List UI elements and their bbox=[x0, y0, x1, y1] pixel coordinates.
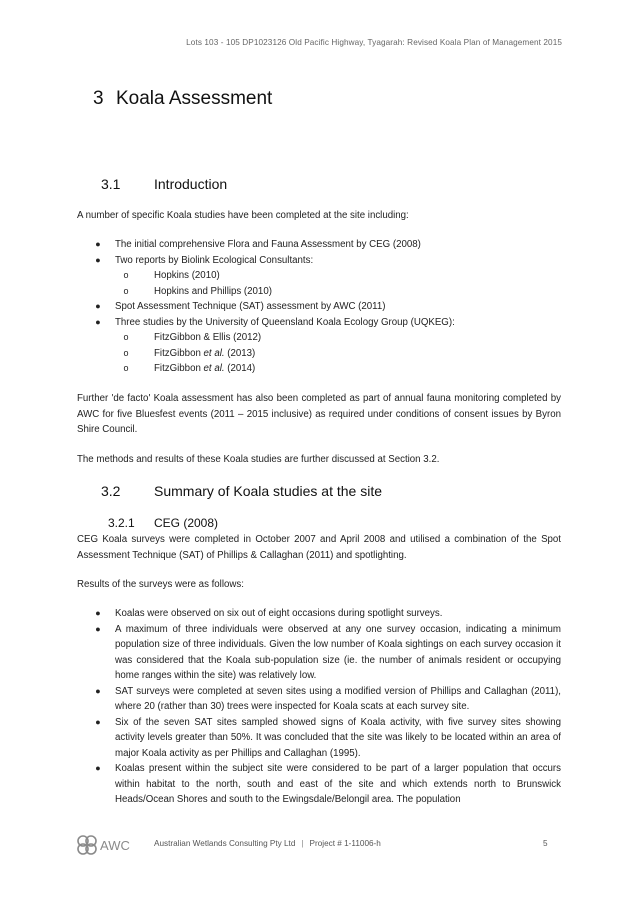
bullet-icon: ● bbox=[95, 685, 101, 696]
hollow-bullet-icon: o bbox=[123, 332, 129, 342]
project-number: Project # 1-11006-h bbox=[309, 839, 381, 848]
bullet-icon: ● bbox=[95, 623, 101, 634]
chapter-title: Koala Assessment bbox=[116, 88, 273, 109]
list-item: ● Two reports by Biolink Ecological Consultants: bbox=[77, 253, 561, 269]
list-item: ● SAT surveys were completed at seven sites using a modified version of Phillips and Callaghan (2011), where 20 (rather than 30) trees were inspected for Koala scats at each survey site. bbox=[77, 684, 561, 715]
bullet-icon: ● bbox=[95, 254, 101, 265]
subsection-title: CEG (2008) bbox=[154, 516, 219, 530]
page-number: 5 bbox=[543, 839, 548, 848]
bullet-icon: ● bbox=[95, 316, 101, 327]
section-number: 3.1 bbox=[101, 176, 121, 192]
chapter-heading bbox=[93, 88, 272, 110]
list-item: ● Spot Assessment Technique (SAT) assessment by AWC (2011) bbox=[77, 299, 561, 315]
ceg-surveys-paragraph: CEG Koala surveys were completed in October 2007 and April 2008 and utilised a combination of the Spot Assessment Technique (SAT) of Phillips & Callaghan (2011) and spotlighting. bbox=[77, 534, 561, 561]
hollow-bullet-icon: o bbox=[123, 363, 129, 373]
sub-list-item: o FitzGibbon & Ellis (2012) bbox=[77, 330, 561, 346]
list-item: ● The initial comprehensive Flora and Fauna Assessment by CEG (2008) bbox=[77, 237, 561, 253]
footer-credit bbox=[154, 839, 381, 848]
list-item: ● Koalas present within the subject site were considered to be part of a larger population that occurs within habitat to the north, south and east of the site and which extends north to Brunswick Heads/Ocean Shores and south to the Ewingsdale/Belongil area. The population bbox=[77, 761, 561, 808]
list-item: ● Koalas were observed on six out of eight occasions during spotlight surveys. bbox=[77, 606, 561, 622]
list-item: ● Three studies by the University of Queensland Koala Ecology Group (UQKEG): bbox=[77, 315, 561, 331]
sub-list-item: o FitzGibbon et al. (2013) bbox=[77, 346, 561, 362]
list-item: ● A maximum of three individuals were observed at any one survey occasion, indicating a minimum population size of three individuals. Given the low number of Koala sightings on each survey occasion it was considered that the Koala sub-population size (ie. the number of animals resident or occupying home ranges within the site) was relatively low. bbox=[77, 622, 561, 684]
defacto-assessment-paragraph: Further 'de facto' Koala assessment has also been completed as part of annual fauna monitoring completed by AWC for five Bluesfest events (2011 – 2015 inclusive) as required under conditions of consent issues by Byron Shire Council. bbox=[77, 393, 561, 435]
sub-list-item: o Hopkins (2010) bbox=[77, 268, 561, 284]
section-title: Introduction bbox=[154, 176, 228, 192]
subsection-number: 3.2.1 bbox=[108, 516, 135, 530]
awc-logo-mark-icon bbox=[76, 833, 136, 857]
company-name: Australian Wetlands Consulting Pty Ltd bbox=[154, 839, 296, 848]
logo-text: AWC bbox=[100, 838, 130, 853]
sub-list-item: o Hopkins and Phillips (2010) bbox=[77, 284, 561, 300]
list-item: ● Six of the seven SAT sites sampled showed signs of Koala activity, with five survey sites showing activity levels greater than 50%. It was concluded that the site was likely to be located within an area of major Koala activity as per Phillips and Callaghan (1995). bbox=[77, 715, 561, 762]
sub-list-item: o FitzGibbon et al. (2014) bbox=[77, 361, 561, 377]
subsection-heading-ceg bbox=[108, 516, 218, 530]
intro-lead-paragraph: A number of specific Koala studies have been completed at the site including: bbox=[77, 210, 409, 221]
bullet-icon: ● bbox=[95, 763, 101, 773]
survey-results-list bbox=[77, 606, 561, 808]
awc-logo bbox=[76, 833, 136, 857]
koala-studies-list bbox=[77, 237, 561, 377]
further-discussion-paragraph: The methods and results of these Koala studies are further discussed at Section 3.2. bbox=[77, 454, 440, 465]
chapter-number: 3 bbox=[93, 88, 104, 109]
section-title: Summary of Koala studies at the site bbox=[154, 483, 382, 499]
hollow-bullet-icon: o bbox=[123, 347, 129, 358]
bullet-icon: ● bbox=[95, 239, 101, 249]
running-header: Lots 103 - 105 DP1023126 Old Pacific Highway, Tyagarah: Revised Koala Plan of Management 2015 bbox=[186, 38, 562, 47]
results-lead-paragraph: Results of the surveys were as follows: bbox=[77, 579, 244, 590]
bullet-icon: ● bbox=[95, 301, 101, 311]
section-number: 3.2 bbox=[101, 483, 121, 499]
bullet-icon: ● bbox=[95, 716, 101, 727]
footer-separator: | bbox=[301, 839, 304, 848]
bullet-icon: ● bbox=[95, 608, 101, 618]
hollow-bullet-icon: o bbox=[123, 285, 129, 296]
section-heading-summary bbox=[101, 483, 382, 499]
hollow-bullet-icon: o bbox=[123, 270, 129, 280]
section-heading-introduction bbox=[101, 176, 227, 192]
